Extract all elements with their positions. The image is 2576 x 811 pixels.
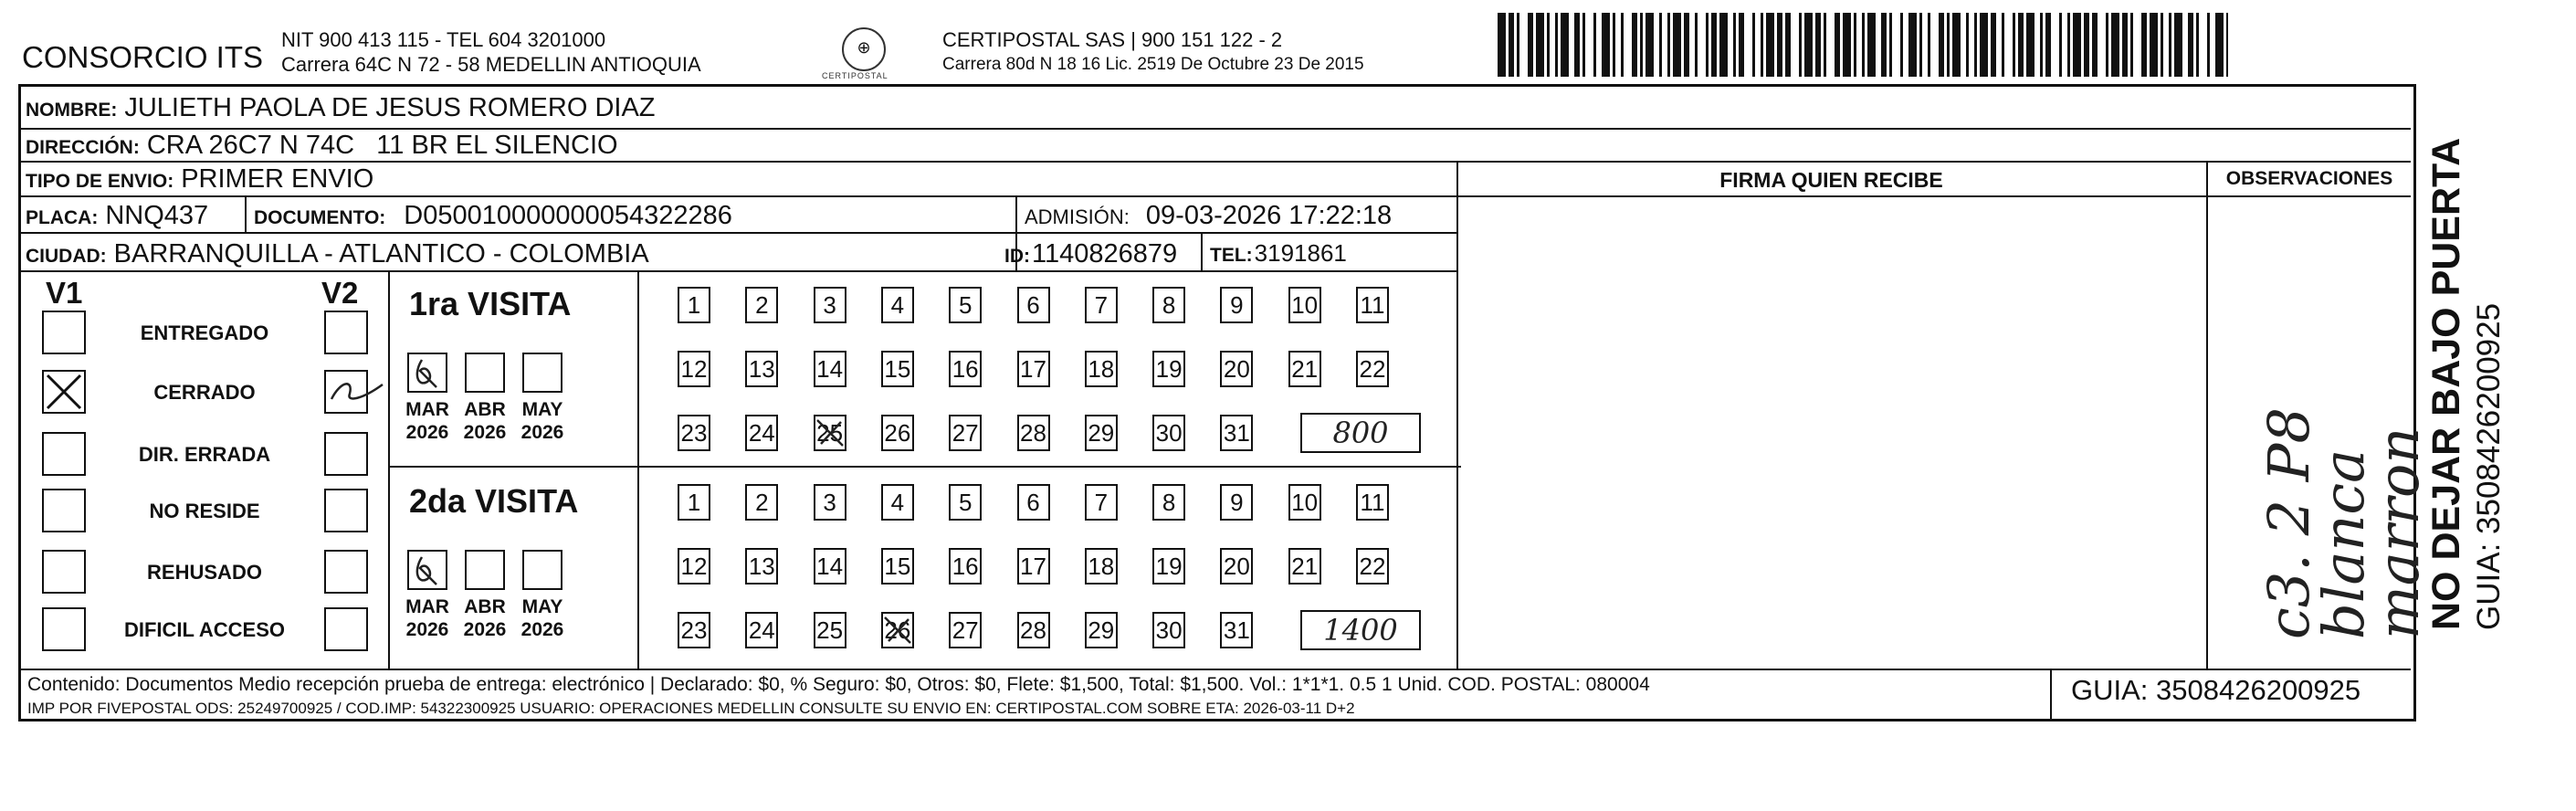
day-box[interactable]: 21 (1288, 548, 1321, 585)
carrier-logo-icon: ⊕ (842, 27, 886, 71)
barcode-bar (2196, 13, 2199, 77)
barcode-bar (1980, 13, 1988, 77)
day-box[interactable]: 11 (1356, 484, 1389, 521)
day-box[interactable]: 3 (814, 484, 846, 521)
barcode-bar (1952, 13, 1961, 77)
logo-caption: CERTIPOSTAL (822, 71, 888, 80)
day-box[interactable]: 21 (1288, 351, 1321, 387)
side-guia: GUIA: 3508426200925 (2471, 302, 2507, 630)
barcode-bar (1555, 13, 1558, 77)
barcode-bar (2059, 13, 2062, 77)
day-box[interactable]: 9 (1220, 287, 1253, 323)
admision-label: ADMISIÓN: (1025, 205, 1130, 228)
hour-box[interactable] (1300, 413, 1421, 453)
month-year: 2026 (520, 619, 564, 640)
footer-guia: GUIA: 3508426200925 (2071, 674, 2361, 706)
day-box[interactable]: 1 (678, 287, 710, 323)
day-box[interactable]: 17 (1017, 548, 1050, 585)
barcode-bar (1593, 13, 1596, 77)
observaciones-header: OBSERVACIONES (2225, 168, 2393, 189)
status-reason-label: DIR. ERRADA (138, 443, 271, 466)
barcode-bar (2141, 13, 2147, 77)
handwritten-mark-icon (409, 552, 446, 588)
carrier-info (942, 27, 1364, 77)
day-box[interactable]: 14 (814, 351, 846, 387)
company-info (281, 27, 701, 77)
visit-title: 2da VISITA (409, 482, 579, 520)
day-box[interactable]: 18 (1085, 351, 1118, 387)
obs-handwriting-3: marron (2365, 427, 2432, 639)
month-name: MAY (521, 399, 563, 420)
barcode-bar (1706, 13, 1709, 77)
ciudad-value: BARRANQUILLA - ATLANTICO - COLOMBIA (113, 239, 649, 269)
day-box[interactable]: 2 (745, 287, 778, 323)
barcode-bar (1777, 13, 1782, 77)
checked-x-icon (44, 372, 84, 412)
month-label (519, 595, 566, 641)
placa-value: NNQ437 (105, 201, 209, 230)
barcode-bar (1582, 13, 1585, 77)
day-box[interactable]: 7 (1085, 287, 1118, 323)
day-box[interactable]: 30 (1152, 415, 1185, 451)
handwritten-mark-icon (409, 354, 446, 391)
barcode-bar (1632, 13, 1637, 77)
barcode-bar (1881, 13, 1887, 77)
day-box[interactable]: 10 (1288, 287, 1321, 323)
barcode-bar (2013, 13, 2015, 77)
v1-checkbox[interactable] (42, 550, 86, 594)
day-box[interactable]: 10 (1288, 484, 1321, 521)
day-box[interactable]: 4 (881, 484, 914, 521)
month-year: 2026 (463, 619, 507, 640)
nombre-field (26, 93, 656, 123)
barcode-bar (2067, 13, 2070, 77)
placa-field (26, 201, 208, 231)
barcode-bar (1613, 13, 1615, 77)
day-box[interactable]: 28 (1017, 612, 1050, 648)
id-field (1004, 239, 1177, 269)
v1-checkbox[interactable] (42, 432, 86, 476)
direccion-value: CRA 26C7 N 74C 11 BR EL SILENCIO (146, 131, 618, 160)
barcode-bar (2215, 13, 2224, 77)
direccion-field (26, 131, 618, 161)
month-name: ABR (464, 596, 506, 617)
company-name: CONSORCIO ITS (22, 40, 264, 74)
barcode-bar (1659, 13, 1662, 77)
barcode-bar (1785, 13, 1791, 77)
barcode-bar (1695, 13, 1698, 77)
month-name: MAR (405, 399, 449, 420)
barcode-bar (2122, 13, 2128, 77)
admision-value: 09-03-2026 17:22:18 (1145, 201, 1393, 230)
day-box[interactable]: 26 (881, 415, 914, 451)
barcode-bar (2130, 13, 2133, 77)
v2-checkbox[interactable] (324, 370, 368, 414)
barcode-bar (1574, 13, 1580, 77)
barcode-bar (1761, 13, 1763, 77)
day-box[interactable]: 19 (1152, 351, 1185, 387)
barcode-bar (2161, 13, 2163, 77)
v2-checkbox[interactable] (324, 489, 368, 532)
month-name: MAR (405, 596, 449, 617)
barcode-bar (1509, 13, 1514, 77)
barcode-bar (1719, 13, 1728, 77)
day-box[interactable]: 27 (949, 612, 982, 648)
barcode-bar (1711, 13, 1717, 77)
month-name: ABR (464, 399, 506, 420)
barcode-bar (2002, 13, 2004, 77)
barcode-bar (1498, 13, 1506, 77)
barcode-bar (1547, 13, 1550, 77)
day-box[interactable]: 29 (1085, 415, 1118, 451)
firma-header: FIRMA QUIEN RECIBE (1719, 168, 1943, 192)
day-box[interactable]: 14 (814, 548, 846, 585)
hour-handwritten: 1400 (1323, 613, 1398, 648)
day-box[interactable]: 24 (745, 612, 778, 648)
day-box[interactable]: 5 (949, 484, 982, 521)
visit-title: 1ra VISITA (409, 285, 572, 322)
barcode-bar (1928, 13, 1930, 77)
day-box[interactable]: 12 (678, 351, 710, 387)
obs-handwriting-2: blanca (2310, 448, 2377, 639)
documento-field (254, 201, 732, 231)
v1-checkbox[interactable] (42, 370, 86, 414)
day-box[interactable]: 6 (1017, 484, 1050, 521)
v2-checkbox[interactable] (324, 550, 368, 594)
day-box[interactable]: 7 (1085, 484, 1118, 521)
placa-label: PLACA: (26, 207, 99, 228)
day-box[interactable]: 25 (814, 612, 846, 648)
day-box[interactable]: 6 (1017, 287, 1050, 323)
ciudad-field (26, 239, 649, 269)
month-name: MAY (521, 596, 563, 617)
status-reason-label: NO RESIDE (149, 500, 260, 522)
tipo-envio-field (26, 164, 373, 195)
month-year: 2026 (520, 422, 564, 443)
day-box[interactable]: 2 (745, 484, 778, 521)
day-box[interactable]: 4 (881, 287, 914, 323)
month-year: 2026 (405, 422, 449, 443)
barcode-bar (2045, 13, 2051, 77)
v2-checkbox[interactable] (324, 432, 368, 476)
day-box[interactable]: 9 (1220, 484, 1253, 521)
footer-content: Contenido: Documentos Medio recepción prueba de entrega: electrónico | Declarado: $0, % Seguro: $0, Otros: $0, Flete: $1,500, Total: $1,500. Vol.: 1*1*1. 0.5 1 Unid. COD. POSTAL: 080004 (27, 674, 1650, 695)
day-box[interactable]: 29 (1085, 612, 1118, 648)
barcode-bar (1752, 13, 1755, 77)
tipo-label: TIPO DE ENVIO: (26, 171, 174, 192)
barcode-bar (1561, 13, 1569, 77)
barcode-bar (1889, 13, 1892, 77)
month-checkbox[interactable] (465, 550, 505, 590)
barcode-bar (2092, 13, 2098, 77)
day-box[interactable]: 22 (1356, 548, 1389, 585)
barcode-bar (1815, 13, 1821, 77)
v1-checkbox[interactable] (42, 607, 86, 651)
barcode-bar (1974, 13, 1977, 77)
v2-checkbox[interactable] (324, 311, 368, 354)
hour-handwritten: 800 (1332, 416, 1389, 450)
documento-value: D050010000000054322286 (404, 201, 732, 230)
barcode-bar (1602, 13, 1610, 77)
documento-label: DOCUMENTO: (254, 207, 386, 228)
barcode-bar (2226, 13, 2228, 77)
day-box[interactable]: 15 (881, 351, 914, 387)
nombre-label: NOMBRE: (26, 100, 118, 121)
day-box[interactable]: 27 (949, 415, 982, 451)
v1-checkbox[interactable] (42, 489, 86, 532)
month-checkbox[interactable] (407, 353, 447, 393)
day-box[interactable]: 5 (949, 287, 982, 323)
tel-label: TEL: (1210, 245, 1253, 266)
barcode-bar (2084, 13, 2089, 77)
nombre-value: JULIETH PAOLA DE JESUS ROMERO DIAZ (124, 93, 656, 122)
day-box[interactable]: 20 (1220, 548, 1253, 585)
barcode-bar (1919, 13, 1922, 77)
status-reason-label: REHUSADO (147, 561, 262, 584)
day-box[interactable]: 26 (881, 612, 914, 648)
barcode-bar (1991, 13, 1996, 77)
day-box[interactable]: 22 (1356, 351, 1389, 387)
barcode-bar (1966, 13, 1969, 77)
barcode-bar (2207, 13, 2210, 77)
obs-handwriting-1: c3. 2 P8 (2255, 407, 2322, 639)
day-box[interactable]: 31 (1220, 415, 1253, 451)
month-year: 2026 (463, 422, 507, 443)
barcode-bar (1908, 13, 1917, 77)
month-label (461, 595, 509, 641)
day-box[interactable]: 15 (881, 548, 914, 585)
footer-print-info: IMP POR FIVEPOSTAL ODS: 25249700925 / COD.IMP: 54322300925 USUARIO: OPERACIONES MEDELLIN CONSULTE SU ENVIO EN: CERTIPOSTAL.COM SOBRE ETA: 2026-03-11 D+2 (27, 700, 1355, 717)
barcode-bar (1673, 13, 1681, 77)
handwritten-day-mark-icon (881, 612, 914, 648)
barcode-bar (1621, 13, 1624, 77)
tel-value: 3191861 (1254, 239, 1347, 267)
day-box[interactable]: 12 (678, 548, 710, 585)
v2-checkbox[interactable] (324, 607, 368, 651)
barcode-bar (1645, 13, 1654, 77)
barcode-bar (1900, 13, 1903, 77)
tipo-value: PRIMER ENVIO (181, 164, 374, 194)
barcode-bar (1804, 13, 1813, 77)
barcode-bar (2150, 13, 2158, 77)
month-label (404, 398, 451, 444)
barcode (1498, 13, 2228, 77)
day-box[interactable]: 30 (1152, 612, 1185, 648)
company-nit: NIT 900 413 115 - TEL 604 3201000 (281, 28, 606, 51)
month-checkbox[interactable] (522, 353, 563, 393)
day-box[interactable]: 3 (814, 287, 846, 323)
barcode-bar (1667, 13, 1670, 77)
month-checkbox[interactable] (465, 353, 505, 393)
barcode-bar (1843, 13, 1851, 77)
v1-header: V1 (46, 276, 83, 310)
barcode-bar (2026, 13, 2035, 77)
status-reason-label: CERRADO (153, 381, 256, 404)
day-box[interactable]: 8 (1152, 287, 1185, 323)
barcode-bar (1862, 13, 1865, 77)
barcode-bar (1766, 13, 1774, 77)
handwritten-day-mark-icon (814, 415, 846, 451)
barcode-bar (2073, 13, 2081, 77)
barcode-bar (1739, 13, 1744, 77)
hour-box[interactable] (1300, 610, 1421, 650)
month-label (519, 398, 566, 444)
day-box[interactable]: 19 (1152, 548, 1185, 585)
admision-field (1025, 201, 1392, 231)
barcode-bar (1640, 13, 1643, 77)
barcode-bar (1536, 13, 1544, 77)
side-no-dejar: NO DEJAR BAJO PUERTA (2424, 137, 2468, 630)
day-box[interactable]: 16 (949, 351, 982, 387)
day-box[interactable]: 8 (1152, 484, 1185, 521)
barcode-bar (1939, 13, 1944, 77)
barcode-bar (2040, 13, 2043, 77)
month-checkbox[interactable] (407, 550, 447, 590)
barcode-bar (1867, 13, 1876, 77)
id-label: ID: (1004, 246, 1030, 267)
day-box[interactable]: 31 (1220, 612, 1253, 648)
barcode-bar (2111, 13, 2119, 77)
barcode-bar (2106, 13, 2108, 77)
day-box[interactable]: 28 (1017, 415, 1050, 451)
day-box[interactable]: 16 (949, 548, 982, 585)
carrier-line: CERTIPOSTAL SAS | 900 151 122 - 2 (942, 28, 1283, 51)
day-box[interactable]: 24 (745, 415, 778, 451)
ciudad-label: CIUDAD: (26, 246, 107, 267)
barcode-bar (1824, 13, 1826, 77)
barcode-bar (1684, 13, 1689, 77)
month-label (404, 595, 451, 641)
day-box[interactable]: 1 (678, 484, 710, 521)
day-box[interactable]: 23 (678, 415, 710, 451)
day-box[interactable]: 13 (745, 548, 778, 585)
handwritten-mark-icon (326, 372, 390, 412)
direccion-label: DIRECCIÓN: (26, 137, 140, 158)
barcode-bar (2188, 13, 2193, 77)
day-box[interactable]: 18 (1085, 548, 1118, 585)
barcode-bar (2174, 13, 2182, 77)
carrier-address: Carrera 80d N 18 16 Lic. 2519 De Octubre 23 De 2015 (942, 55, 1364, 74)
barcode-bar (1799, 13, 1802, 77)
day-box[interactable]: 25 (814, 415, 846, 451)
month-checkbox[interactable] (522, 550, 563, 590)
tel-field (1210, 239, 1347, 268)
id-value: 1140826879 (1032, 239, 1178, 269)
barcode-bar (1528, 13, 1533, 77)
barcode-bar (1517, 13, 1519, 77)
company-address: Carrera 64C N 72 - 58 MEDELLIN ANTIOQUIA (281, 53, 701, 76)
barcode-bar (2169, 13, 2171, 77)
barcode-bar (1835, 13, 1840, 77)
month-year: 2026 (405, 619, 449, 640)
day-box[interactable]: 13 (745, 351, 778, 387)
day-box[interactable]: 11 (1356, 287, 1389, 323)
barcode-bar (1947, 13, 1950, 77)
barcode-bar (1733, 13, 1736, 77)
month-label (461, 398, 509, 444)
status-reason-label: ENTREGADO (140, 321, 269, 344)
barcode-bar (2018, 13, 2024, 77)
day-box[interactable]: 20 (1220, 351, 1253, 387)
status-reason-label: DIFICIL ACCESO (123, 618, 285, 641)
day-box[interactable]: 23 (678, 612, 710, 648)
day-box[interactable]: 17 (1017, 351, 1050, 387)
v1-checkbox[interactable] (42, 311, 86, 354)
barcode-bar (1854, 13, 1856, 77)
v2-header: V2 (321, 276, 359, 310)
